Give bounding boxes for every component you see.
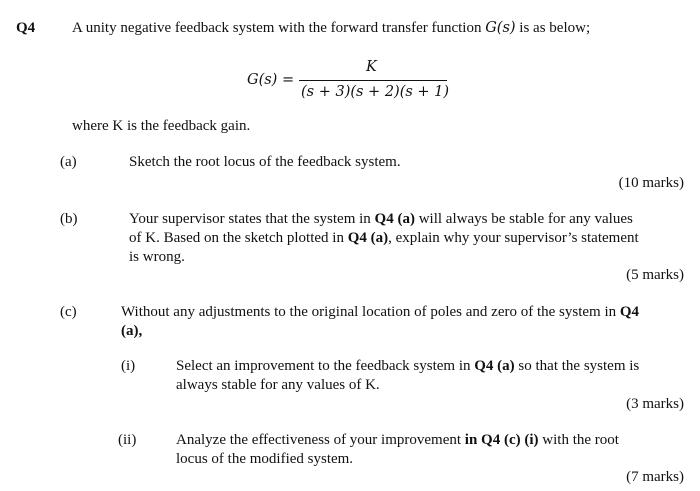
part-b-label: (b) — [60, 211, 78, 227]
part-b-line3: is wrong. — [129, 249, 185, 265]
part-c-label: (c) — [60, 304, 77, 320]
question-number: Q4 — [16, 20, 36, 36]
part-a-text: Sketch the root locus of the feedback system. — [129, 154, 401, 170]
part-c-i-label: (i) — [121, 358, 136, 374]
part-c-ii-line2: locus of the modified system. — [176, 451, 354, 467]
question-intro-text: A unity negative feedback system with the forward transfer function — [72, 20, 482, 36]
part-c-line1-text: Without any adjustments to the original location of poles and zero of the system in — [121, 304, 617, 320]
part-a-label: (a) — [60, 154, 77, 170]
part-c-i-line1-ref: Q4 (a) — [474, 358, 515, 374]
part-b-line2-post: , explain why your supervisor’s statement — [388, 230, 639, 246]
part-c-ii-line1-post: with the root — [542, 432, 619, 448]
part-c-line1 — [121, 303, 639, 322]
part-c-i-line1 — [176, 357, 639, 376]
equation-lhs: G(s) = — [247, 72, 295, 88]
part-c-ii-line1-text: Analyze the effectiveness of your improvement — [176, 432, 462, 448]
fraction-bar — [299, 80, 447, 81]
part-c-i-line1-post: so that the system is — [518, 358, 640, 374]
question-intro-end: is as below; — [519, 20, 591, 36]
part-b-line2-text: of K. Based on the sketch plotted in — [129, 230, 344, 246]
question-intro-func: G(s) — [485, 20, 516, 36]
equation-numerator: K — [366, 59, 377, 75]
part-a-marks: (10 marks) — [618, 175, 684, 191]
question-intro — [72, 19, 590, 38]
part-c-i-line2: always stable for any values of K. — [176, 377, 380, 393]
part-b-line2 — [129, 229, 639, 248]
part-c-i-marks: (3 marks) — [626, 396, 684, 412]
equation-denominator: (s + 3)(s + 2)(s + 1) — [301, 84, 450, 100]
part-c-line1-ref: Q4 — [619, 304, 640, 320]
part-c-line2 — [121, 322, 142, 341]
part-c-ii-label: (ii) — [118, 432, 137, 448]
part-b-line1-text: Your supervisor states that the system in — [129, 211, 371, 227]
part-b-line1-ref: Q4 (a) — [374, 211, 415, 227]
part-b-marks: (5 marks) — [626, 267, 684, 283]
where-statement: where K is the feedback gain. — [72, 118, 251, 134]
part-c-ii-marks: (7 marks) — [626, 469, 684, 485]
part-c-i-line1-text: Select an improvement to the feedback system in — [176, 358, 471, 374]
part-c-line2-ref: (a), — [121, 323, 143, 339]
part-b-line2-ref: Q4 (a) — [347, 230, 389, 246]
part-b-line1-post: will always be stable for any values — [418, 211, 633, 227]
part-b-line1 — [129, 210, 633, 229]
part-c-ii-line1 — [176, 431, 619, 450]
part-c-ii-line1-ref: in Q4 (c) (i) — [464, 432, 539, 448]
